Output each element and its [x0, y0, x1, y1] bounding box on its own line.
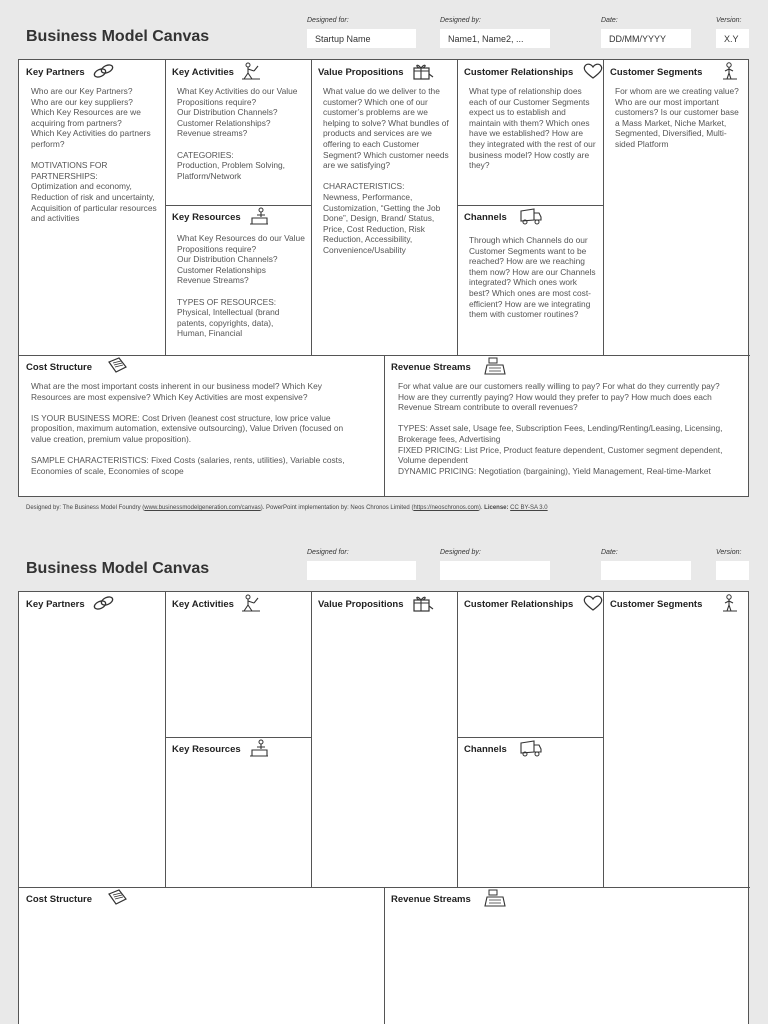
cost-structure-text: What are the most important costs inherent in our business model? Which Key Resources are most expensive? Which Key Activities are most expensive? IS YOUR BUSINESS MORE: Cost Driven (leanest cost structure, low price value proposition, maximum automation, extensive outsourcing), Value Driven (focused on value creation, premium value proposition). SAMPLE CHARACTERISTICS: Fixed Costs (salaries, rents, utilities), Variable costs, Economies of scale, Economies of scope — [31, 381, 345, 476]
channels-text: Through which Channels do our Customer Segments want to be reached? How are we reaching them now? How are our Channels integrated? Which ones work best? Which ones are most cost-efficient? How are we integrating them with customer routines? — [469, 235, 596, 320]
customer-relationships-title: Customer Relationships — [464, 67, 574, 78]
price-tag-icon — [105, 889, 129, 907]
person-icon — [719, 62, 743, 80]
heart-icon — [581, 62, 604, 80]
price-tag-icon — [105, 357, 129, 375]
key-partners-text: Who are our Key Partners? Who are our key suppliers? Which Key Resources are we acquiring from partners? Which Key Activities do partners perform? MOTIVATIONS FOR PARTNERSHIPS: Optimization and economy, Reduction of risk and uncertainty, Acquisition of particular resources and activities — [31, 86, 157, 224]
key-activities-block[interactable] — [165, 60, 312, 206]
version-field-2[interactable] — [716, 561, 749, 580]
designed-for-field[interactable]: Startup Name — [307, 29, 416, 48]
value-propositions-title-2: Value Propositions — [318, 599, 404, 610]
revenue-streams-block-2[interactable] — [384, 887, 750, 1024]
version-field[interactable]: X.Y — [716, 29, 749, 48]
truck-icon — [519, 207, 543, 225]
person-icon — [719, 594, 743, 612]
footer-mid: ). PowerPoint implementation by: Neos Chronos Limited ( — [260, 505, 414, 511]
designed-by-label: Designed by: — [440, 17, 481, 24]
cash-register-icon — [484, 889, 508, 907]
date-label: Date: — [601, 17, 618, 24]
canvas-grid — [18, 59, 749, 497]
value-propositions-title: Value Propositions — [318, 67, 404, 78]
key-partners-block-2[interactable] — [19, 592, 166, 888]
license-link[interactable]: CC BY-SA 3.0 — [510, 505, 548, 511]
customer-segments-text: For whom are we creating value? Who are our most important customers? Is our customer base a Mass Market, Niche Market, Segmented, Diversified, Multi-sided Platform — [615, 86, 739, 149]
designed-for-field-2[interactable] — [307, 561, 416, 580]
key-resources-text: What Key Resources do our Value Propositions require? Our Distribution Channels? Customer Relationships Revenue Streams? TYPES OF RESOURCES: Physical, Intellectual (brand patents, copyrights, data), Human, Financial — [177, 233, 305, 339]
customer-segments-block-2[interactable] — [603, 592, 750, 888]
date-label-2: Date: — [601, 549, 618, 556]
footer-suffix: ). — [478, 505, 485, 511]
revenue-streams-text: For what value are our customers really willing to pay? For what do they currently pay? How are they currently paying? How would they prefer to pay? How much does each Revenue Stream contribute to overall revenues? TYPES: Asset sale, Usage fee, Subscription Fees, Lending/Renting/Leasing, Licensing, Brokerage fees, Advertising FIXED PRICING: List Price, Product feature dependent, Customer segment dependent, Volume dependent DYNAMIC PRICING: Negotiation (bargaining), Yield Management, Real-time-Market — [398, 381, 723, 476]
version-label: Version: — [716, 17, 742, 24]
cost-structure-block[interactable] — [19, 355, 385, 497]
date-field[interactable]: DD/MM/YYYY — [601, 29, 691, 48]
footer-prefix: Designed by: The Business Model Foundry ( — [26, 505, 145, 511]
key-partners-title-2: Key Partners — [26, 599, 85, 610]
designed-by-label-2: Designed by: — [440, 549, 481, 556]
credits-footer — [26, 505, 548, 511]
channels-title: Channels — [464, 212, 507, 223]
gift-icon — [411, 62, 435, 80]
designed-by-field-2[interactable] — [440, 561, 550, 580]
heart-icon — [581, 594, 604, 612]
revenue-streams-block[interactable] — [384, 355, 750, 497]
channels-block[interactable] — [457, 205, 604, 356]
value-propositions-block[interactable] — [311, 60, 458, 356]
value-propositions-text: What value do we deliver to the customer? Which one of our customer’s problems are we helping to solve? What bundles of products and services are we offering to each Customer Segment? Which customer needs are we satisfying? CHARACTERISTICS: Newness, Performance, Customization, “Getting the Job Done”, Design, Brand/ Status, Price, Cost Reduction, Risk Reduction, Accessibility, Convenience/Usability — [323, 86, 449, 255]
cash-register-icon — [484, 357, 508, 375]
cost-structure-title: Cost Structure — [26, 362, 92, 373]
worker-icon — [239, 62, 263, 80]
cost-structure-title-2: Cost Structure — [26, 894, 92, 905]
truck-icon — [519, 739, 543, 757]
key-resources-title: Key Resources — [172, 212, 241, 223]
key-partners-title: Key Partners — [26, 67, 85, 78]
worker-icon — [239, 594, 263, 612]
customer-relationships-text: What type of relationship does each of our Customer Segments expect us to establish and maintain with them? Which ones have we established? How are they integrated with the rest of our business model? How costly are they? — [469, 86, 596, 171]
key-activities-title-2: Key Activities — [172, 599, 234, 610]
gift-icon — [411, 594, 435, 612]
date-field-2[interactable] — [601, 561, 691, 580]
customer-relationships-block[interactable] — [457, 60, 604, 206]
page-title-2: Business Model Canvas — [26, 560, 210, 577]
value-propositions-block-2[interactable] — [311, 592, 458, 888]
channels-block-2[interactable] — [457, 737, 604, 888]
chain-link-icon — [92, 62, 116, 80]
key-resources-title-2: Key Resources — [172, 744, 241, 755]
revenue-streams-title-2: Revenue Streams — [391, 894, 471, 905]
customer-segments-title-2: Customer Segments — [610, 599, 703, 610]
key-partners-block[interactable] — [19, 60, 166, 356]
cost-structure-block-2[interactable] — [19, 887, 385, 1024]
customer-relationships-title-2: Customer Relationships — [464, 599, 574, 610]
key-activities-title: Key Activities — [172, 67, 234, 78]
customer-segments-block[interactable] — [603, 60, 750, 356]
channels-title-2: Channels — [464, 744, 507, 755]
key-activities-block-2[interactable] — [165, 592, 312, 738]
customer-segments-title: Customer Segments — [610, 67, 703, 78]
factory-worker-icon — [247, 739, 271, 757]
customer-relationships-block-2[interactable] — [457, 592, 604, 738]
neoschronos-link[interactable]: https://neoschronos.com — [413, 505, 479, 511]
key-resources-block[interactable] — [165, 205, 312, 356]
revenue-streams-title: Revenue Streams — [391, 362, 471, 373]
factory-worker-icon — [247, 207, 271, 225]
business-model-canvas-blank — [0, 532, 768, 1024]
page-title: Business Model Canvas — [26, 28, 210, 45]
license-label: License: — [484, 505, 511, 511]
canvas-grid-2 — [18, 591, 749, 1024]
designed-for-label-2: Designed for: — [307, 549, 349, 556]
bmg-link[interactable]: www.businessmodelgeneration.com/canvas — [144, 505, 261, 511]
designed-for-label: Designed for: — [307, 17, 349, 24]
designed-by-field[interactable]: Name1, Name2, ... — [440, 29, 550, 48]
chain-link-icon — [92, 594, 116, 612]
key-activities-text: What Key Activities do our Value Propositions require? Our Distribution Channels? Customer Relationships? Revenue streams? CATEGORIES: Production, Problem Solving, Platform/Network — [177, 86, 298, 181]
version-label-2: Version: — [716, 549, 742, 556]
key-resources-block-2[interactable] — [165, 737, 312, 888]
